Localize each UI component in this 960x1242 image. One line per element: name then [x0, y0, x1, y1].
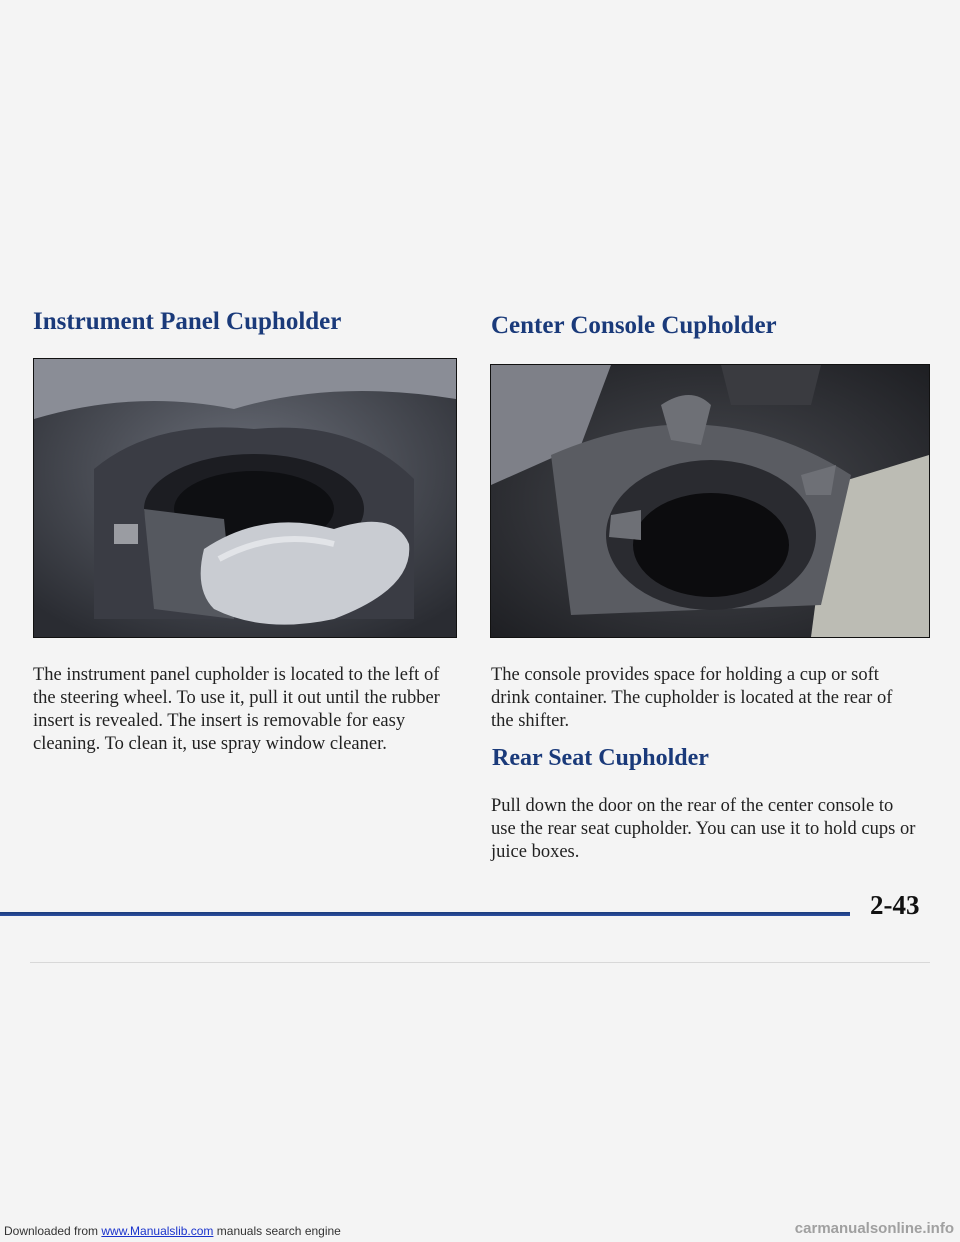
rear-seat-cupholder-text: Pull down the door on the rear of the center console to use the rear seat cupholder. You can use it to hold cups or juice boxes.: [491, 796, 916, 862]
manualslib-link[interactable]: www.Manualslib.com: [101, 1224, 214, 1238]
page-number: 2-43: [870, 890, 920, 920]
watermark: carmanualsonline.info: [794, 1220, 954, 1237]
instrument-panel-cupholder-photo: [33, 358, 457, 638]
center-console-cupholder-heading: Center Console Cupholder: [491, 312, 777, 339]
scan-line: [30, 962, 930, 963]
instrument-panel-cupholder-heading: Instrument Panel Cupholder: [33, 308, 342, 335]
instrument-panel-cupholder-text: The instrument panel cupholder is located to the left of the steering wheel. To use it, pull it out until the rubber insert is revealed. The insert is removable for easy cleaning. To clean it, use spray window cleaner.: [33, 665, 440, 754]
download-footer: [4, 1224, 341, 1238]
footer-prefix: Downloaded from: [4, 1224, 102, 1238]
center-console-cupholder-photo: [490, 364, 930, 638]
page-divider: [0, 912, 850, 916]
footer-suffix: manuals search engine: [213, 1224, 341, 1238]
rear-seat-cupholder-heading: Rear Seat Cupholder: [492, 745, 709, 771]
center-console-cupholder-text: The console provides space for holding a cup or soft drink container. The cupholder is located at the rear of the shifter.: [491, 665, 893, 731]
